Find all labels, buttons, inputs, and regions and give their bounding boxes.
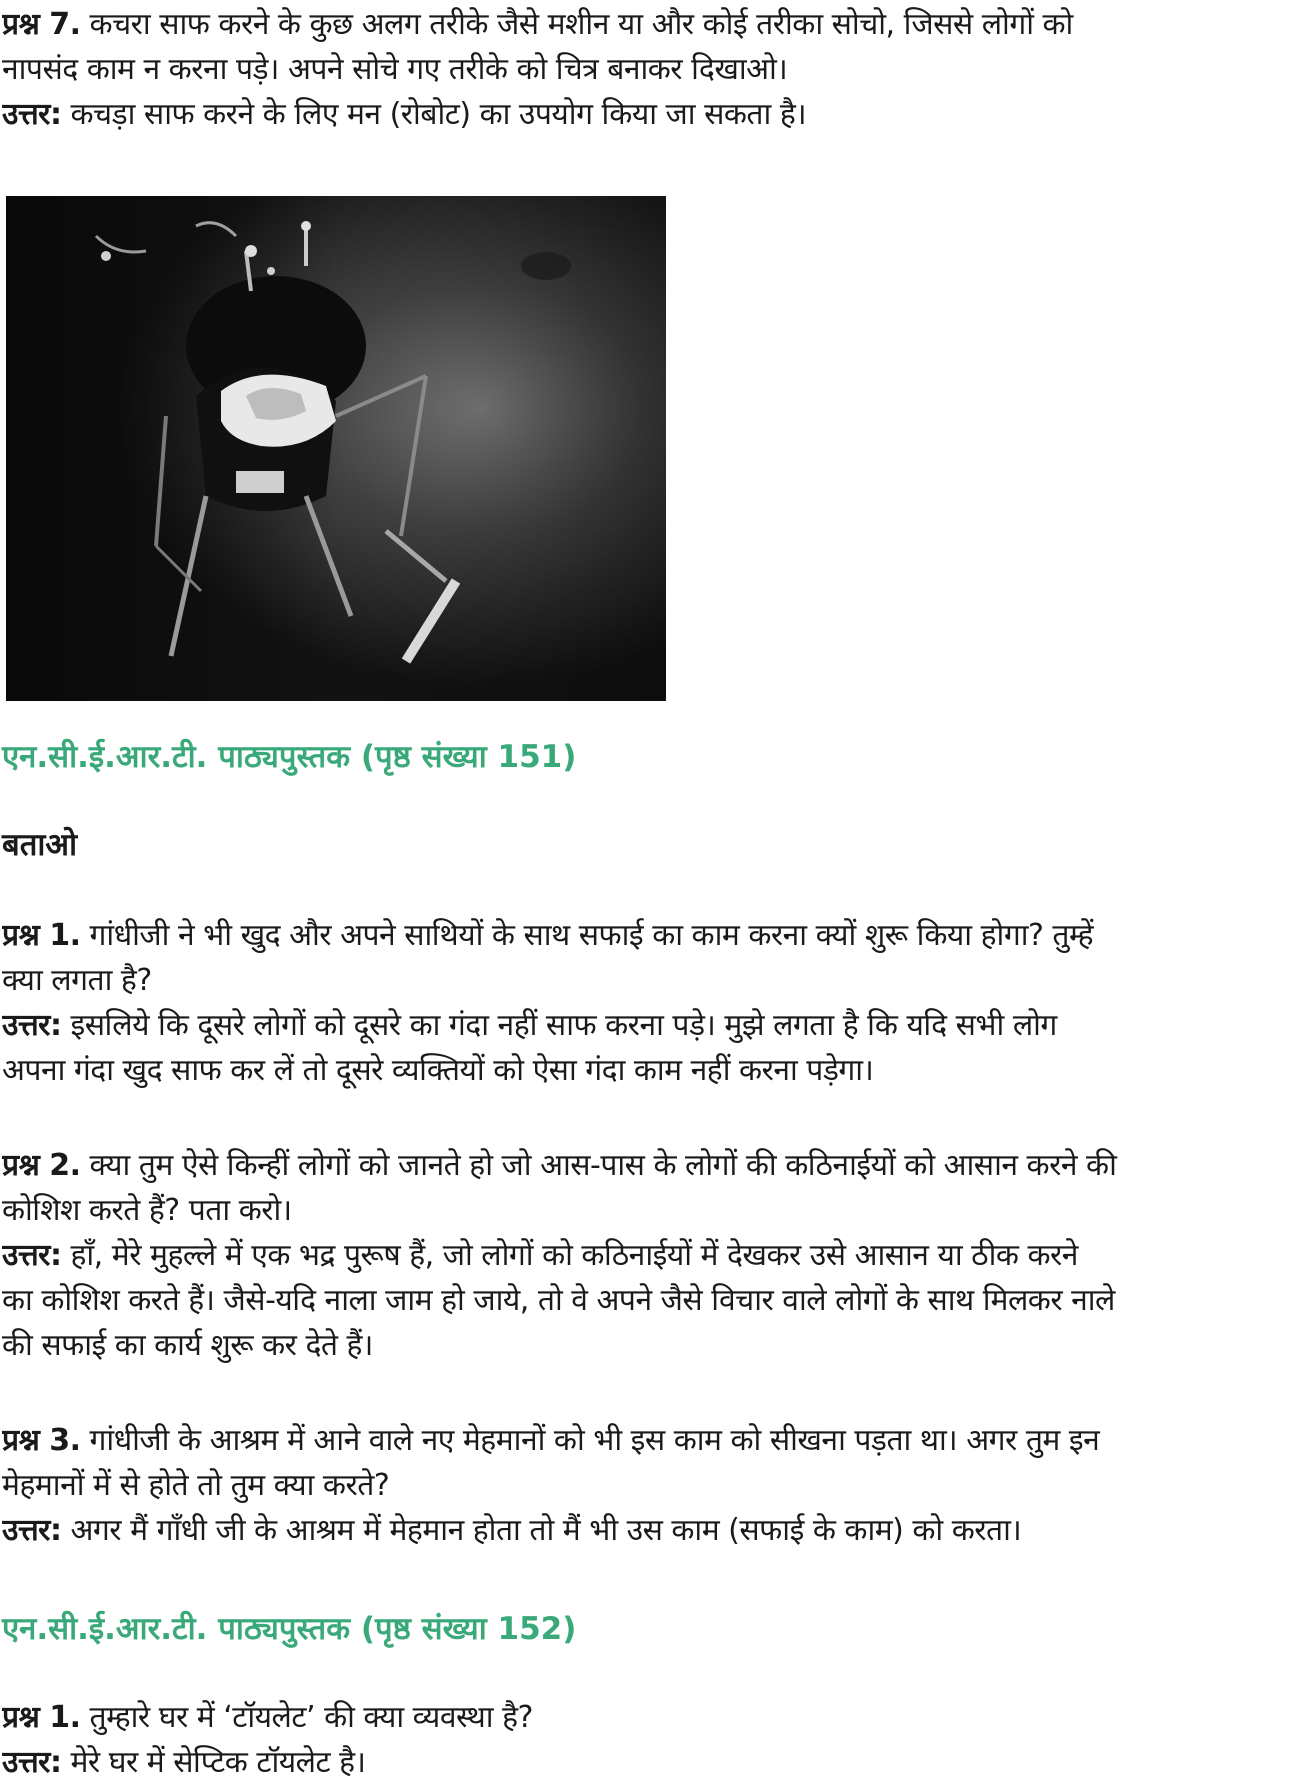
question-2 xyxy=(2,1143,1298,1368)
question-2-line-2: कोशिश करते हैं? पता करो। xyxy=(2,1193,292,1228)
answer-1-line-1 xyxy=(2,1003,1298,1048)
section-subheading: बताओ xyxy=(2,827,78,863)
answer-label: उत्तर: xyxy=(2,1513,62,1548)
question-1-page-152 xyxy=(2,1695,1298,1785)
question-3-line-2: मेहमानों में से होते तो तुम क्या करते? xyxy=(2,1468,390,1503)
answer-4 xyxy=(2,1740,1298,1785)
question-label: प्रश्न 1. xyxy=(2,1700,81,1735)
answer-label: उत्तर: xyxy=(2,1238,62,1273)
question-3-line-1 xyxy=(2,1418,1298,1463)
question-text: गांधीजी ने भी खुद और अपने साथियों के साथ सफाई का काम करना क्यों शुरू किया होगा? तुम्हें xyxy=(89,918,1094,953)
robot-photo-icon xyxy=(6,196,666,701)
answer-text: मेरे घर में सेप्टिक टॉयलेट है। xyxy=(70,1745,366,1780)
answer-1-line-2: अपना गंदा खुद साफ कर लें तो दूसरे व्यक्तियों को ऐसा गंदा काम नहीं करना पड़ेगा। xyxy=(2,1053,874,1088)
question-7-line-1 xyxy=(2,2,1298,47)
question-label: प्रश्न 7. xyxy=(2,7,81,42)
answer-text: कचड़ा साफ करने के लिए मन (रोबोट) का उपयोग किया जा सकता है। xyxy=(70,97,807,132)
answer-text: अगर मैं गाँधी जी के आश्रम में मेहमान होता तो मैं भी उस काम (सफाई के काम) को करता। xyxy=(70,1513,1022,1548)
robot-photo xyxy=(6,196,666,701)
question-text: गांधीजी के आश्रम में आने वाले नए मेहमानों को भी इस काम को सीखना पड़ता था। अगर तुम इन xyxy=(89,1423,1100,1458)
section-heading-151: एन.सी.ई.आर.टी. पाठ्यपुस्तक (पृष्ठ संख्या 151) xyxy=(2,739,577,775)
answer-7 xyxy=(2,92,1298,137)
question-2-line-1 xyxy=(2,1143,1298,1188)
answer-label: उत्तर: xyxy=(2,1745,62,1780)
answer-2-line-3: की सफाई का कार्य शुरू कर देते हैं। xyxy=(2,1328,373,1363)
question-label: प्रश्न 3. xyxy=(2,1423,81,1458)
question-7-line-2: नापसंद काम न करना पड़े। अपने सोचे गए तरीके को चित्र बनाकर दिखाओ। xyxy=(2,52,788,87)
question-4-line-1 xyxy=(2,1695,1298,1740)
answer-label: उत्तर: xyxy=(2,97,62,132)
question-label: प्रश्न 2. xyxy=(2,1148,81,1183)
answer-3 xyxy=(2,1508,1298,1553)
answer-label: उत्तर: xyxy=(2,1008,62,1043)
answer-text: इसलिये कि दूसरे लोगों को दूसरे का गंदा नहीं साफ करना पड़े। मुझे लगता है कि यदि सभी लोग xyxy=(70,1008,1057,1043)
question-label: प्रश्न 1. xyxy=(2,918,81,953)
question-1-line-1 xyxy=(2,913,1298,958)
answer-2-line-2: का कोशिश करते हैं। जैसे-यदि नाला जाम हो जाये, तो वे अपने जैसे विचार वाले लोगों के साथ मिलकर नाले xyxy=(2,1283,1115,1318)
question-1-line-2: क्या लगता है? xyxy=(2,963,152,998)
answer-text: हाँ, मेरे मुहल्ले में एक भद्र पुरूष हैं, जो लोगों को कठिनाईयों में देखकर उसे आसान या ठीक करने xyxy=(70,1238,1078,1273)
section-heading-152: एन.सी.ई.आर.टी. पाठ्यपुस्तक (पृष्ठ संख्या 152) xyxy=(2,1611,577,1647)
question-1 xyxy=(2,913,1298,1093)
question-text: तुम्हारे घर में ‘टॉयलेट’ की क्या व्यवस्था है? xyxy=(89,1700,533,1735)
question-text: क्या तुम ऐसे किन्हीं लोगों को जानते हो जो आस-पास के लोगों की कठिनाईयों को आसान करने की xyxy=(89,1148,1117,1183)
answer-2-line-1 xyxy=(2,1233,1298,1278)
question-text: कचरा साफ करने के कुछ अलग तरीके जैसे मशीन या और कोई तरीका सोचो, जिससे लोगों को xyxy=(89,7,1073,42)
question-3 xyxy=(2,1418,1298,1553)
question-7 xyxy=(2,2,1298,137)
